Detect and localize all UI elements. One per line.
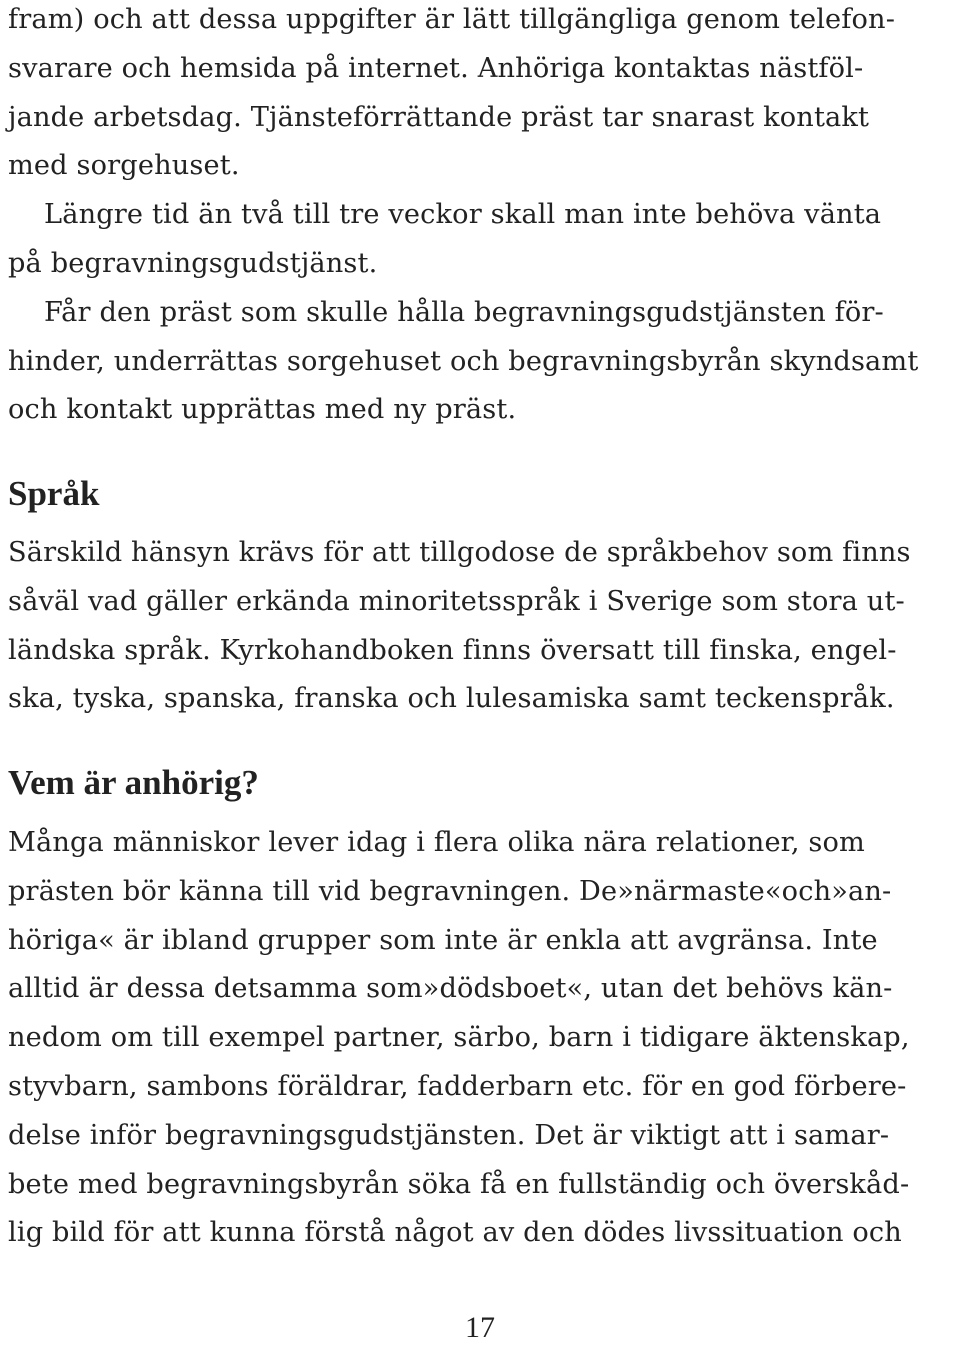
anhorig-text-block xyxy=(8,819,910,1258)
text-line: hinder, underrättas sorgehuset och begravningsbyrån skyndsamt xyxy=(8,345,919,377)
page-number: 17 xyxy=(465,1311,495,1344)
text-line: styvbarn, sambons föräldrar, fadderbarn etc. för en god förbere- xyxy=(8,1070,907,1102)
text-line: alltid är dessa detsamma som»dödsboet«, utan det behövs kän- xyxy=(8,973,893,1005)
text-line: ska, tyska, spanska, franska och lulesamiska samt teckenspråk. xyxy=(8,683,895,715)
section-heading-sprak: Språk xyxy=(8,474,100,513)
intro-text-block xyxy=(8,0,918,435)
text-line: svarare och hemsida på internet. Anhöriga kontaktas nästföl- xyxy=(8,52,864,84)
text-line: på begravningsgudstjänst. xyxy=(8,247,378,279)
text-line: Många människor lever idag i flera olika nära relationer, som xyxy=(8,827,865,858)
text-line: fram) och att dessa uppgifter är lätt tillgängliga genom telefon- xyxy=(8,4,896,35)
text-line: delse inför begravningsgudstjänsten. Det är viktigt att i samar- xyxy=(8,1119,890,1151)
text-line: lig bild för att kunna förstå något av den dödes livssituation och xyxy=(8,1217,902,1249)
sprak-text-block xyxy=(8,529,911,724)
text-line: såväl vad gäller erkända minoritetsspråk i Sverige som stora ut- xyxy=(8,585,905,617)
text-line: ländska språk. Kyrkohandboken finns översatt till finska, engel- xyxy=(8,634,897,666)
text-line: bete med begravningsbyrån söka få en fullständig och överskåd- xyxy=(8,1168,910,1200)
text-line: Får den präst som skulle hålla begravningsgudstjänsten för- xyxy=(44,296,884,328)
section-heading-anhorig: Vem är anhörig? xyxy=(8,763,259,802)
text-line: och kontakt upprättas med ny präst. xyxy=(8,394,517,426)
text-line: nedom om till exempel partner, särbo, barn i tidigare äktenskap, xyxy=(8,1022,910,1054)
text-line: Särskild hänsyn krävs för att tillgodose de språkbehov som finns xyxy=(8,537,911,568)
text-line: prästen bör känna till vid begravningen. De»närmaste«och»an- xyxy=(8,875,892,907)
text-line: höriga« är ibland grupper som inte är enkla att avgränsa. Inte xyxy=(8,924,878,956)
text-line: med sorgehuset. xyxy=(8,150,240,182)
text-line: jande arbetsdag. Tjänsteförrättande präst tar snarast kontakt xyxy=(8,101,870,133)
text-line: Längre tid än två till tre veckor skall man inte behöva vänta xyxy=(44,199,882,231)
